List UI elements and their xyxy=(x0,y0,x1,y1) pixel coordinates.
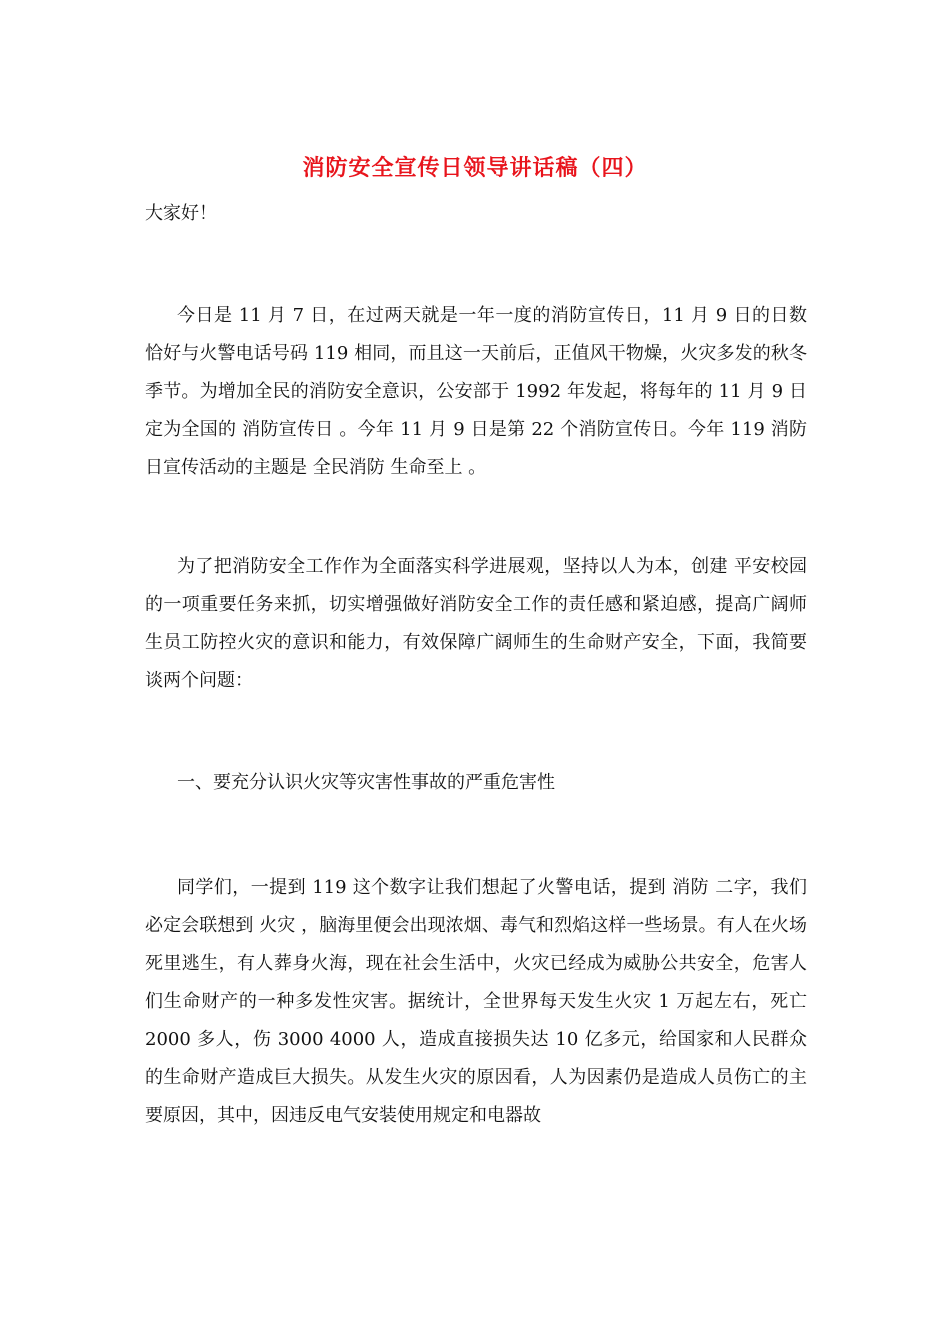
page-title: 消防安全宣传日领导讲话稿（四） xyxy=(302,155,648,181)
section-heading: 一、要充分认识火灾等灾害性事故的严重危害性 xyxy=(177,772,555,793)
greeting-text: 大家好！ xyxy=(145,203,217,224)
paragraph: 为了把消防安全工作作为全面落实科学进展观，坚持以人为本，创建 平安校园 的一项重要任务来抓，切实增强做好消防安全工作的责任感和紧迫感，提高广阔师生员工防控火灾的意识和能力，有效保障广阔师生的生命财产安全，下面，我简要谈两个问题： xyxy=(145,556,807,691)
paragraph: 今日是 11 月 7 日，在过两天就是一年一度的消防宣传日，11 月 9 日的日数恰好与火警电话号码 119 相同，而且这一天前后，正值风干物燥，火灾多发的秋冬季节。为增加全民的消防安全意识，公安部于 1992 年发起，将每年的 11 月 9 日定为全国的 消防宣传日 。今年 11 月 9 日是第 22 个消防宣传日。今年 119 消防日宣传活动的主题是 全民消防 生命至上 。 xyxy=(145,305,807,478)
paragraph: 同学们，一提到 119 这个数字让我们想起了火警电话，提到 消防 二字，我们必定会联想到 火灾 ，脑海里便会出现浓烟、毒气和烈焰这样一些场景。有人在火场死里逃生，有人葬身火海，现在社会生活中，火灾已经成为威胁公共安全，危害人们生命财产的一种多发性灾害。据统计，全世界每天发生火灾 1 万起左右，死亡 2000 多人，伤 3000 4000 人，造成直接损失达 10 亿多元，给国家和人民群众的生命财产造成巨大损失。从发生火灾的原因看，人为因素仍是造成人员伤亡的主要原因，其中，因违反电气安装使用规定和电器故 xyxy=(145,877,807,1126)
